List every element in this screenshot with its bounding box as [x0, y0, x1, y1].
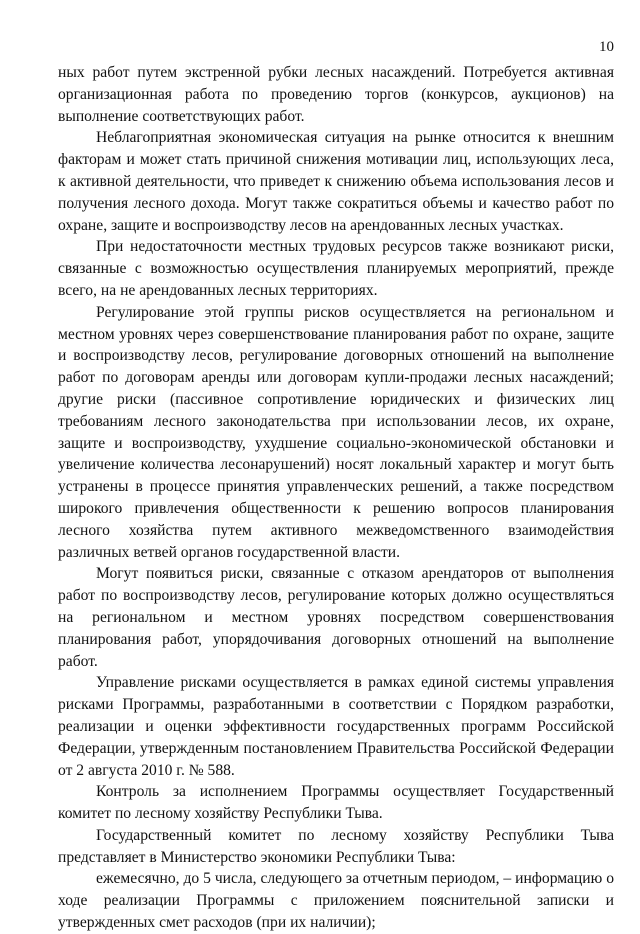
paragraph-program-control: Контроль за исполнением Программы осуществляет Государственный комитет по лесному хозяйству Республики Тыва. [58, 783, 614, 823]
paragraph-economic-situation: Неблагоприятная экономическая ситуация на рынке относится к внешним факторам и может стать причиной снижения мотивации лиц, использующих леса, к активной деятельности, что приведет к снижению объема использования лесов и получения лесного дохода. Могут также сократиться объемы и качество работ по охране, защите и воспроизводству лесов на арендованных лесных участках. [58, 129, 614, 234]
page-number: 10 [599, 39, 614, 55]
paragraph-tenant-risks: Могут появиться риски, связанные с отказом арендаторов от выполнения работ по воспроизводству лесов, регулирование которых должно осуществляться на региональном и местном уровнях посредством совершенствования планирования работ, упорядочивания договорных отношений на выполнение работ. [58, 565, 614, 670]
body-text [58, 62, 614, 934]
paragraph-monthly-report: ежемесячно, до 5 числа, следующего за отчетным периодом, – информацию о ходе реализации Программы с приложением пояснительной записки и утвержденных смет расходов (при их наличии); [58, 870, 614, 932]
paragraph-reporting: Государственный комитет по лесному хозяйству Республики Тыва представляет в Министерство экономики Республики Тыва: [58, 826, 614, 866]
paragraph-continuation: ных работ путем экстренной рубки лесных насаждений. Потребуется активная организационная работа по проведению торгов (конкурсов, аукционов) на выполнение соответствующих работ. [58, 64, 614, 125]
paragraph-labor-resources: При недостаточности местных трудовых ресурсов также возникают риски, связанные с возможностью осуществления планируемых мероприятий, прежде всего, на не арендованных лесных территориях. [58, 238, 614, 299]
paragraph-risk-management: Управление рисками осуществляется в рамках единой системы управления рисками Программы, разработанными в соответствии с Порядком разработки, реализации и оценки эффективности государственных программ Российской Федерации, утвержденным постановлением Правительства Российской Федерации от 2 августа 2010 г. № 588. [58, 674, 614, 779]
paragraph-risk-regulation: Регулирование этой группы рисков осуществляется на региональном и местном уровнях через совершенствование планирования работ по охране, защите и воспроизводству лесов, регулирование договорных отношений на выполнение работ по договорам аренды или договорам купли-продажи лесных насаждений; другие риски (пассивное сопротивление юридических и физических лиц требованиям лесного законодательства при использовании лесов, их охране, защите и воспроизводству, ухудшение социально-экономической обстановки и увеличение количества лесонарушений) носят локальный характер и могут быть устранены в процессе принятия управленческих решений, а также посредством широкого привлечения общественности к решению вопросов планирования лесного хозяйства путем активного межведомственного взаимодействия различных ветвей органов государственной власти. [58, 303, 614, 561]
